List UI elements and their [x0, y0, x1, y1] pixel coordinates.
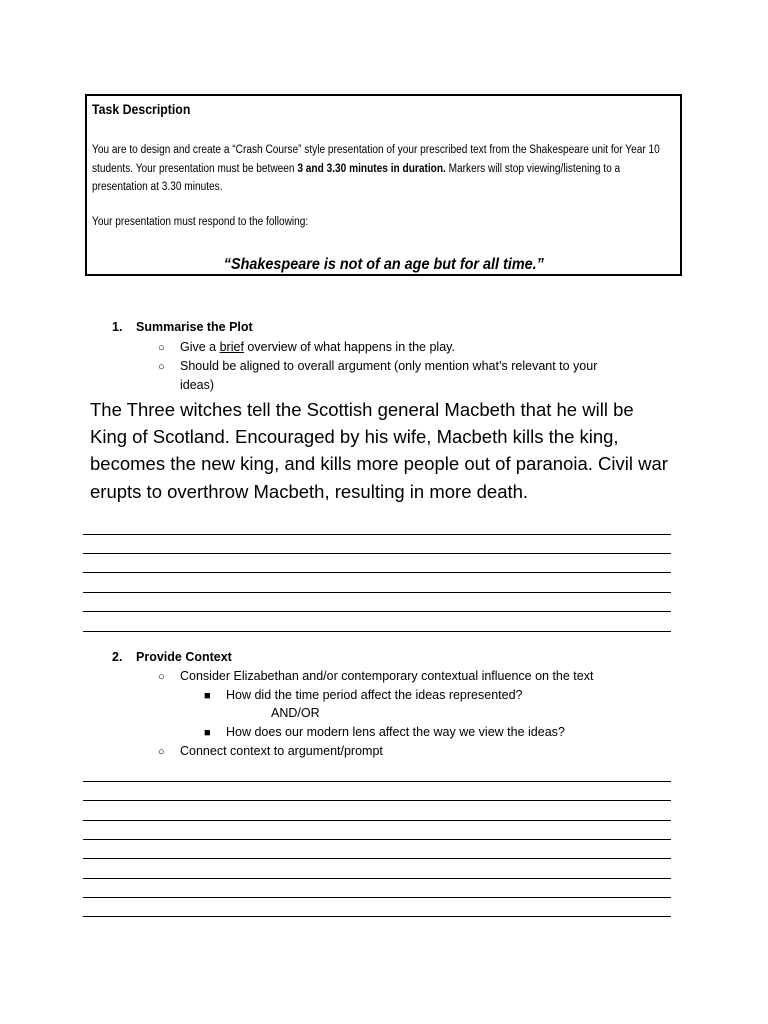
answer-line [83, 897, 671, 898]
task-respond-text: Your presentation must respond to the following: [92, 216, 309, 228]
answer-line [83, 916, 671, 917]
duration-emphasis: 3 and 3.30 minutes in duration. [297, 162, 446, 175]
square-bullet-icon: ■ [204, 690, 211, 702]
task-description-box [85, 94, 682, 276]
section-1-bullet-2: ○ Should be aligned to overall argument (only mention what’s relevant to your [158, 357, 597, 377]
section-1-bullet-2-continuation: ideas) [180, 378, 215, 392]
brief-underlined: brief [219, 340, 244, 354]
plot-summary-answer[interactable]: The Three witches tell the Scottish general Macbeth that he will be King of Scotland. Encouraged by his wife, Macbeth kills the king, becomes the new king, and kills more people out of paranoia. Civil war erupts to overthrow Macbeth, resulting in more death. [90, 399, 668, 502]
hollow-bullet-icon: ○ [158, 671, 165, 683]
answer-line [83, 631, 671, 632]
section-2-bullet-2: ○ Connect context to argument/prompt [158, 742, 383, 762]
task-instructions-end: Markers will stop viewing/listening to a presentation at 3.30 minutes. [92, 162, 621, 193]
and-or-text: AND/OR [271, 706, 320, 720]
section-1-title: Summarise the Plot [136, 320, 253, 334]
prompt-quote [87, 256, 680, 274]
section-2-title: Provide Context [136, 650, 232, 664]
section-2-subbullet-1: ■ How did the time period affect the ideas represented? [204, 686, 522, 706]
task-instructions-start: You are to design and create a “Crash Course” style presentation of your prescribed text from the Shakespeare unit for Year 10 students. Your presentation must be between [92, 144, 660, 175]
hollow-bullet-icon: ○ [158, 746, 165, 758]
hollow-bullet-icon: ○ [158, 361, 165, 373]
section-2-heading [112, 650, 232, 664]
answer-line [83, 572, 671, 573]
section-1-heading [112, 320, 253, 334]
answer-line [83, 820, 671, 821]
answer-line [83, 534, 671, 535]
answer-line [83, 592, 671, 593]
section-2-number: 2. [112, 650, 123, 664]
section-1-number: 1. [112, 320, 123, 334]
section-1-bullet-1: ○ Give a brief overview of what happens in the play. [158, 338, 455, 358]
prompt-quote-text: “Shakespeare is not of an age but for all time.” [223, 256, 544, 273]
section-2-bullet-1: ○ Consider Elizabethan and/or contemporary contextual influence on the text [158, 667, 593, 687]
answer-line [83, 878, 671, 879]
task-title: Task Description [92, 101, 191, 117]
hollow-bullet-icon: ○ [158, 342, 165, 354]
answer-line [83, 858, 671, 859]
square-bullet-icon: ■ [204, 727, 211, 739]
answer-line [83, 839, 671, 840]
section-2-subbullet-2: ■ How does our modern lens affect the way we view the ideas? [204, 723, 565, 743]
answer-line [83, 611, 671, 612]
answer-line [83, 800, 671, 801]
answer-line [83, 781, 671, 782]
task-instructions [92, 141, 677, 197]
answer-line [83, 553, 671, 554]
